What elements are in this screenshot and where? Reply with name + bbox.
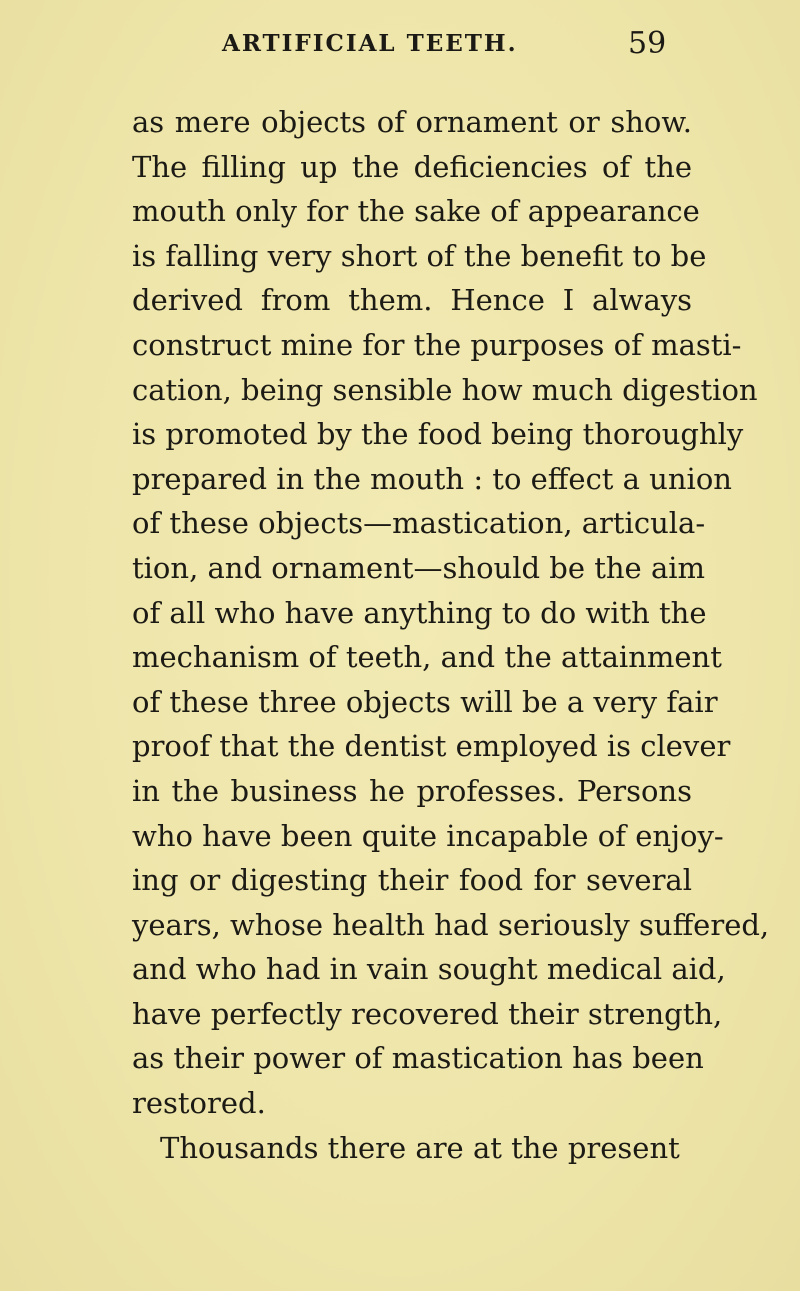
text-line: Thousands there are at the present	[160, 1130, 680, 1165]
text-line: of these three objects will be a very fair	[132, 684, 718, 719]
text-line: have perfectly recovered their strength,	[132, 996, 723, 1031]
text-line: of all who have anything to do with the	[132, 595, 707, 630]
text-line: cation, being sensible how much digestion	[132, 372, 758, 407]
page-number: 59	[628, 26, 667, 61]
text-line: and who had in vain sought medical aid,	[132, 952, 726, 987]
text-line: mouth only for the sake of appearance	[132, 194, 700, 229]
text-line: as mere objects of ornament or show.	[132, 105, 692, 139]
text-line: ing or digesting their food for several	[132, 863, 692, 898]
text-line: is promoted by the food being thoroughly	[132, 417, 744, 452]
text-line: in the business he professes. Persons	[132, 773, 692, 808]
text-line: tion, and ornament—should be the aim	[132, 550, 706, 585]
text-line: who have been quite incapable of enjoy-	[132, 818, 724, 853]
text-line: proof that the dentist employed is clever	[132, 729, 731, 764]
text-line: prepared in the mouth : to effect a union	[132, 461, 732, 496]
text-line: construct mine for the purposes of masti-	[132, 327, 742, 362]
text-line: years, whose health had seriously suffered,	[132, 907, 770, 942]
text-line: of these objects—mastication, articula-	[132, 506, 706, 541]
text-line: is falling very short of the benefit to be	[132, 238, 707, 273]
text-line: The filling up the deficiencies of the	[132, 149, 692, 184]
text-line: as their power of mastication has been	[132, 1041, 704, 1076]
text-line: mechanism of teeth, and the attainment	[132, 640, 722, 675]
body-text	[132, 100, 770, 1170]
text-line: derived from them. Hence I always	[132, 283, 692, 318]
running-title: ARTIFICIAL TEETH.	[222, 30, 518, 57]
text-line: restored.	[132, 1086, 266, 1121]
